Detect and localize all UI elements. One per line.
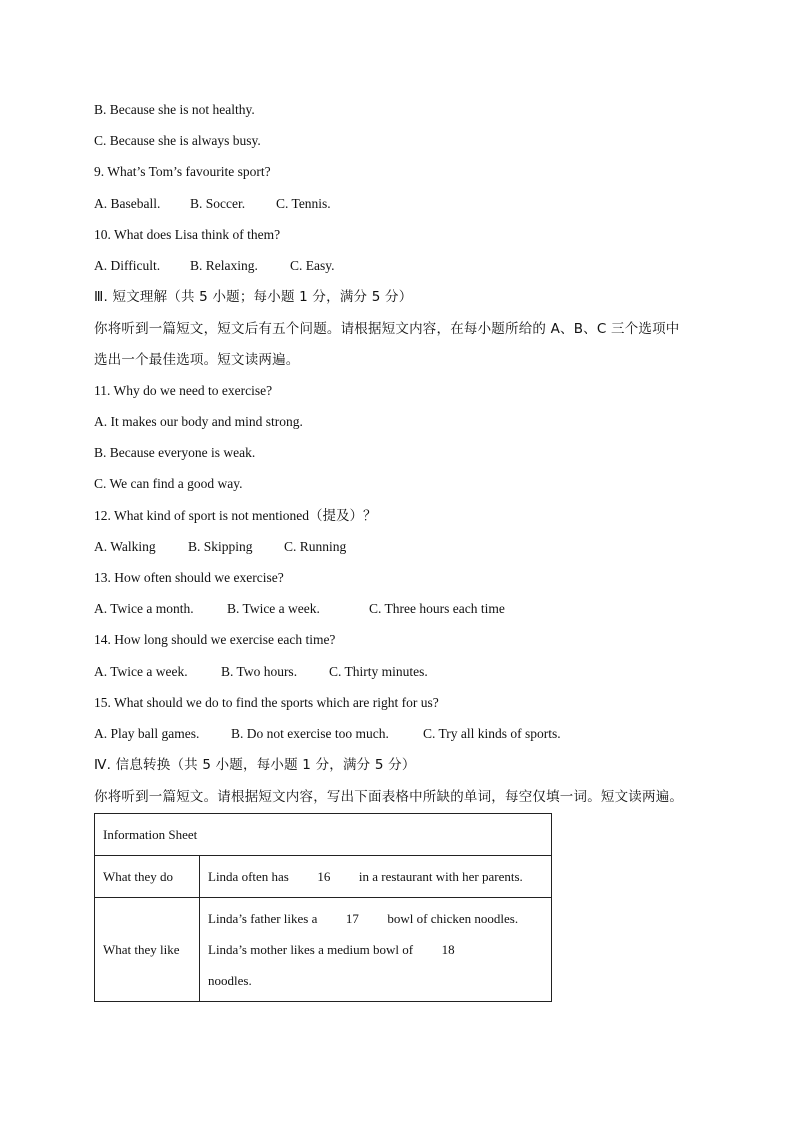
q15-option-a: A. Play ball games. bbox=[94, 726, 200, 741]
q12-option-a: A. Walking bbox=[94, 539, 156, 554]
question-14-options bbox=[94, 663, 428, 681]
row2-line-2 bbox=[208, 934, 543, 965]
row1-text-after-blank: in a restaurant with her parents. bbox=[358, 868, 523, 884]
question-14: 14. How long should we exercise each time? bbox=[94, 632, 336, 647]
question-9: 9. What’s Tom’s favourite sport? bbox=[94, 164, 271, 179]
question-13-options bbox=[94, 600, 505, 618]
q10-option-b: B. Relaxing. bbox=[190, 258, 258, 273]
q11-option-a: A. It makes our body and mind strong. bbox=[94, 414, 303, 429]
q8-option-c: C. Because she is always busy. bbox=[94, 133, 261, 148]
q12-option-b: B. Skipping bbox=[188, 539, 253, 554]
question-12: 12. What kind of sport is not mentioned（提及）？ bbox=[94, 508, 377, 523]
q13-option-b: B. Twice a week. bbox=[227, 601, 320, 616]
blank-16: 16 bbox=[317, 868, 331, 884]
row-content-what-they-do bbox=[200, 856, 552, 898]
blank-17: 17 bbox=[345, 911, 359, 926]
table-row bbox=[95, 856, 552, 898]
question-15: 15. What should we do to find the sports which are right for us? bbox=[94, 695, 439, 710]
row-label-what-they-do: What they do bbox=[95, 856, 200, 898]
table-header-row bbox=[95, 814, 552, 856]
section-3-instruction-line-1: 你将听到一篇短文，短文后有五个问题。请根据短文内容，在每小题所给的 A、B、C 三个选项中 bbox=[94, 321, 680, 337]
row2-line2-text-before-blank: Linda’s mother likes a medium bowl of bbox=[208, 942, 414, 957]
row-content-what-they-like bbox=[200, 898, 552, 1002]
blank-18: 18 bbox=[441, 942, 455, 957]
row2-line-1 bbox=[208, 903, 543, 934]
q10-option-a: A. Difficult. bbox=[94, 258, 161, 273]
question-10-options bbox=[94, 257, 335, 275]
section-3-title: Ⅲ. 短文理解（共 5 小题；每小题 1 分，满分 5 分） bbox=[94, 289, 413, 305]
table-header-cell: Information Sheet bbox=[95, 814, 552, 856]
q15-option-c: C. Try all kinds of sports. bbox=[423, 726, 561, 741]
q14-option-b: B. Two hours. bbox=[221, 664, 298, 679]
q11-option-b: B. Because everyone is weak. bbox=[94, 445, 256, 460]
row2-line1-text-before-blank: Linda’s father likes a bbox=[208, 911, 318, 926]
q11-option-c: C. We can find a good way. bbox=[94, 476, 243, 491]
q8-option-b: B. Because she is not healthy. bbox=[94, 102, 255, 117]
q14-option-a: A. Twice a week. bbox=[94, 664, 188, 679]
section-3-instruction-line-2: 选出一个最佳选项。短文读两遍。 bbox=[94, 352, 300, 368]
row1-text-before-blank: Linda often has bbox=[208, 868, 289, 884]
row2-line-3: noodles. bbox=[208, 973, 252, 988]
q12-option-c: C. Running bbox=[284, 539, 347, 554]
q10-option-c: C. Easy. bbox=[290, 258, 335, 273]
section-4-instruction: 你将听到一篇短文。请根据短文内容，写出下面表格中所缺的单词，每空仅填一词。短文读两遍。 bbox=[94, 789, 684, 805]
row2-line1-text-after-blank: bowl of chicken noodles. bbox=[387, 911, 519, 926]
q14-option-c: C. Thirty minutes. bbox=[329, 664, 428, 679]
question-10: 10. What does Lisa think of them? bbox=[94, 227, 281, 242]
question-11: 11. Why do we need to exercise? bbox=[94, 383, 273, 398]
q13-option-a: A. Twice a month. bbox=[94, 601, 194, 616]
question-12-options bbox=[94, 538, 346, 556]
q9-option-c: C. Tennis. bbox=[276, 196, 331, 211]
q13-option-c: C. Three hours each time bbox=[369, 601, 505, 616]
question-9-options bbox=[94, 195, 331, 213]
q9-option-a: A. Baseball. bbox=[94, 196, 161, 211]
q15-option-b: B. Do not exercise too much. bbox=[231, 726, 389, 741]
q9-option-b: B. Soccer. bbox=[190, 196, 246, 211]
table-row bbox=[95, 898, 552, 1002]
information-sheet-table bbox=[94, 813, 552, 1002]
question-13: 13. How often should we exercise? bbox=[94, 570, 284, 585]
question-15-options bbox=[94, 725, 561, 743]
row-label-what-they-like: What they like bbox=[95, 898, 200, 1002]
section-4-title: Ⅳ. 信息转换（共 5 小题，每小题 1 分，满分 5 分） bbox=[94, 757, 416, 773]
